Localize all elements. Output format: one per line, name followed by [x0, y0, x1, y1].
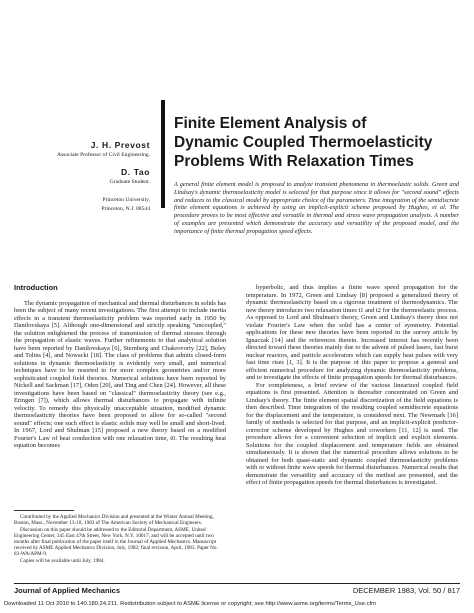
section-heading: Introduction: [14, 283, 58, 292]
footnotes: [14, 510, 226, 565]
footnote: Copies will be available until July, 1984.: [20, 558, 105, 565]
paragraph: The dynamic propagation of mechanical and thermal disturbances in solids has been the subject of many recent investigations. The first attempt to include inertia effects in a transient thermoelasticity problem was reported early in 1950 by Danilovskaya [5]. Although one-dimensional and strictly speaking "uncoupled," the solution enlightened the process of transmission of thermal stresses through the propagation of elastic waves. Further refinements to that analytical solution have been reported by Danilovskaya [6], Sternberg and Chakrovorty [22], Boley and Tolins [4], and Nowacki [18]. The class of problems that admits closed-form solutions in dynamic thermoelasticity is evidently very small, and numerical techniques have to be resorted to for more complex geometries and/or more sophisticated coupled field theories. Numerical solutions have been reported by Nickell and Sackman [17], Oden [20], and Ting and Chen [24]. However, all these investigations have been based on "classical" thermoelasticity theory (see e.g., Eringen [7]), which allows thermal disturbances to propagate with infinite velocity. To remedy this physically unacceptable situation, modified dynamic thermoelasticity theories have been proposed to allow for so-called "second sound" effects; one such effect is elastic solids may well be small and short-lived. In 1967, Lord and Shulman [15] proposed a new theory based on a modified Fourier's Law of heat conduction with one relaxation time, t0. The resulting heat equation becomes: [14, 299, 226, 449]
right-column: [246, 284, 458, 487]
footer-rule: [14, 583, 460, 584]
title-bar-divider: [161, 100, 165, 208]
journal-name: Journal of Applied Mechanics: [14, 586, 120, 595]
download-notice: Downloaded 11 Oct 2010 to 140.180.24.211. Redistribution subject to ASME license or copyright; see http://www.asme.org/terms/Terms_Use.cfm: [4, 601, 376, 607]
author-affiliation: [10, 188, 150, 195]
paragraph: For completeness, a brief review of the various linearized coupled field equations is first presented. Attention is thereafter concentrated on Green and Lindsay's theory. The finite element spatial discretization of the field equations is then described. Time integration of the resulting coupled semidiscrete equations for the displacement and the temperature, is considered next. The Newmark [16] family of methods is selected for that purpose, and an implicit-explicit predictor-corrector scheme developed by Hughes and coworkers [11, 12] is used. The procedure allows for a convenient selection of implicit and explicit elements. Solutions for the coupled displacement and temperature fields are obtained simultaneously. It is shown that the numerical procedure allows solutions to be obtained for both quasi-static and dynamic coupled thermoelasticity problems with or without finite wave speeds for thermal disturbances. Numerical results that demonstrate the versatility and accuracy of the method are presented, and the effect of finite propagation speeds for thermal disturbances is investigated.: [246, 381, 458, 486]
footnote-rule: [14, 510, 74, 511]
footnote: Contributed by the Applied Mechanics Division and presented at the Winter Annual Meeting, Boston, Mass., November 13-18, 1983 of The American Society of Mechanical Engineers.: [14, 513, 214, 526]
footnote: Discussion on this paper should be addressed to the Editorial Department, ASME, United Engineering Center, 345 East 47th Street, New York, N.Y. 10017, and will be accepted until two months after final publication of the paper itself in the Journal of Applied Mechanics. Manuscript received by ASME Applied Mechanics Division, July, 1982; final revision, April, 1983. Paper No. 83-WA/APM-9.: [14, 526, 218, 558]
author-affiliation: Associate Professor of Civil Engineering.: [56, 152, 150, 158]
paragraph: hyperbolic, and thus implies a finite wave speed propagation for the temperature. In 1972, Green and Lindsay [8] proposed a generalized theory of dynamic thermoelasticity based on a rigorous treatment of thermodynamics. The new theory introduces two relaxation times t1 and t2 for the thermoelastic process. As opposed to Lord and Shulman's theory, Green and Lindsay's theory does not violate Fourier's Law when the solid has a center of symmetry. Potential applications for these new theories have been reported in the survey article by Ignaczak [14] and the references therein. Increased interest has recently been directed toward these theories mainly due to the advent of pulsed lasers, fast burst nuclear reactors, and particle accelerators which can supply heat pulses with very fast time rises [1, 3]. It is the purpose of this paper to propose a general and efficient numerical procedure for analyzing dynamic thermoelasticity problems, and to investigate the effects of finite propagation speeds for thermal disturbances.: [246, 284, 458, 381]
author-affiliation: Graduate Student.: [109, 179, 150, 185]
author-name: D. Tao: [121, 167, 150, 177]
author-affiliation: Princeton, N.J. 08544: [101, 206, 150, 212]
left-column: [14, 284, 226, 450]
title-line: Problems With Relaxation Times: [174, 153, 414, 170]
author-block: [10, 140, 150, 213]
title-line: Finite Element Analysis of: [174, 115, 367, 132]
abstract: A general finite element model is proposed to analyze transient phenomena in thermoelastic solids. Green and Lindsay's dynamic thermoelasticity model is selected for that purpose since it allows for "second sound" effects and reduces to the classical model by appropriate choice of the parameters. Time integration of the semidiscrete finite element equations is achieved by using an implicit-explicit scheme proposed by Hughes, et al. The procedure proves to be most effective and versatile in thermal and stress wave propagation analysis. A number of examples are presented which demonstrate the accuracy and versatility of the proposed model, and the importance of finite thermal propagation speed effects.: [174, 181, 459, 235]
title-line: Dynamic Coupled Thermoelasticity: [174, 134, 433, 151]
issue-info: DECEMBER 1983, Vol. 50 / 817: [352, 586, 460, 595]
author-name: J. H. Prevost: [90, 140, 150, 150]
paper-title: [174, 114, 464, 171]
author-affiliation: Princeton University,: [102, 197, 150, 203]
